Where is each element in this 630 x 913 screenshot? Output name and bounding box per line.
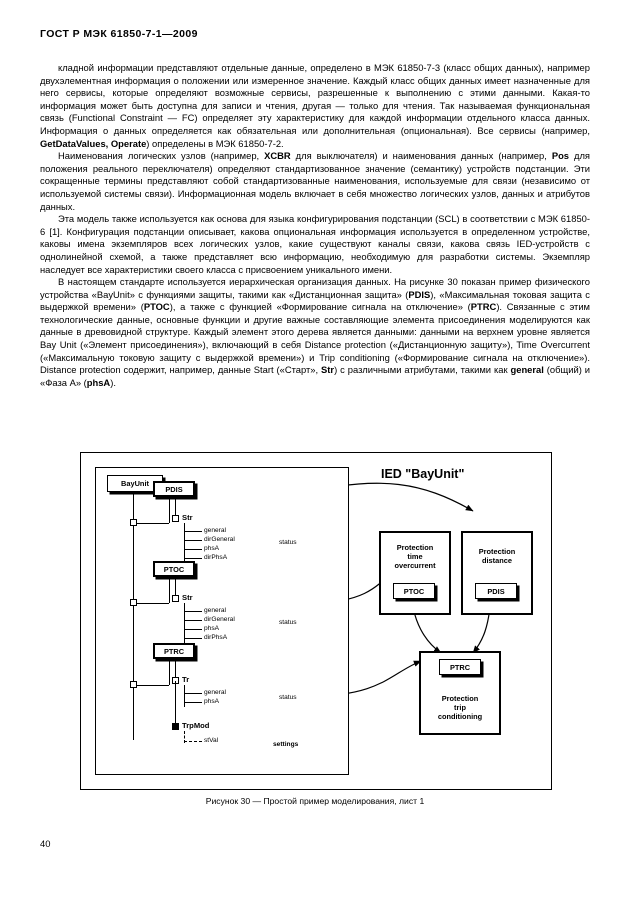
paragraph-1-text: кладной информации представляют отдельные данные, определено в МЭК 61850-7-3 (класс общих данных), например двухэлементная информация о положении или измеренное значение. Каждый класс общих данных имеет назначенные для него сервисы, которые определяют возможные сервисы, разрешенные к выполнению с этими данными. Какая-то информация может быть доступна для записи и чтения, другая — только для чтения. Так называемая функциональная связь (Functional Constraint — FC) определяет эту характеристику для каждой информации отдельного класса данных. Информация о данных определяется как обязательная или дополнительная (опциональная). Все сервисы (например, xyxy=(40,62,590,136)
paragraph-2 xyxy=(40,150,590,213)
paragraph-4-mid-5: (общий) и «Фаза A» ( xyxy=(40,364,590,388)
paragraph-2-text: Наименования логических узлов (например, xyxy=(58,150,265,162)
paragraph-2-bold-pos: Pos xyxy=(551,150,570,162)
paragraph-4-bold-pdis: PDIS xyxy=(408,288,431,300)
paragraph-4-mid-1: ), «Максимальная токовая защита с выдержкой времени» ( xyxy=(40,288,590,313)
data-attr-dirgeneral-1: dirGeneral xyxy=(204,536,235,543)
paragraph-4-mid-2: ), а также с функцией «Формирование сигнала на отключение» ( xyxy=(169,301,471,313)
protection-time-overcurrent-block xyxy=(379,531,451,615)
paragraph-4-bold-general: general xyxy=(510,364,544,376)
paragraph-4-tail: ). xyxy=(110,376,116,388)
protection-trip-line3: conditioning xyxy=(437,711,483,721)
protection-time-overcurrent-line1: Protection xyxy=(396,542,434,552)
data-fc-status-2: status xyxy=(279,619,297,626)
tree-branch-line xyxy=(137,603,169,604)
paragraph-4-mid-4: ) с различными атрибутами, такими как xyxy=(334,364,511,376)
data-attr-general-1: general xyxy=(204,527,226,534)
data-attr-general-3: general xyxy=(204,689,226,696)
protection-time-overcurrent-line2: time xyxy=(407,551,423,561)
paragraph-1-bold-services: GetDataValues, Operate xyxy=(40,137,147,149)
tree-node-marker xyxy=(130,681,137,688)
inner-ln-pdis: PDIS xyxy=(475,583,517,599)
data-tree-line xyxy=(175,681,176,727)
paragraph-2-mid: для выключателя) и наименования данных (например, xyxy=(290,150,552,162)
data-label-tr: Tr xyxy=(182,675,190,684)
paragraph-3: Эта модель также используется как основа для языка конфигурирования подстанции (SCL) в соответствии с МЭК 61850-6 [1]. Конфигурация подстанции описывает, какова опциональная информация используется в определенном устройстве, каковы имена экземпляров всех логических узлов, какие существуют каналы связи, какова связь IED-устройств с однолинейной схемой, а также представляет всю информацию, необходимую для разработки системы. Экземпляр наследует все характеристики своего класса с присвоением уникального имени. xyxy=(40,213,590,275)
figure-30 xyxy=(80,452,552,790)
protection-time-overcurrent-line3: overcurrent xyxy=(394,560,436,570)
ln-box-ptoc: PTOC xyxy=(153,561,195,577)
protection-trip-line1: Protection xyxy=(441,693,479,703)
data-attr-line xyxy=(184,523,185,563)
data-label-str-2: Str xyxy=(182,593,193,602)
protection-distance-block xyxy=(461,531,533,615)
paragraph-4-bold-ptoc: PTOC xyxy=(143,301,170,313)
paragraph-4 xyxy=(40,276,590,389)
page-header: ГОСТ Р МЭК 61850-7-1—2009 xyxy=(40,28,198,40)
protection-distance-line1: Protection xyxy=(478,547,516,556)
figure-caption: Рисунок 30 — Простой пример моделирования, лист 1 xyxy=(205,796,425,806)
paragraph-1-tail: ) определены в МЭК 61850-7-2. xyxy=(146,137,284,149)
data-attr-branch xyxy=(184,611,202,612)
paragraph-2-bold-xcbr: XCBR xyxy=(264,150,291,162)
page-number: 40 xyxy=(40,838,51,849)
paragraph-1 xyxy=(40,62,590,150)
body-text xyxy=(40,62,590,389)
tree-branch-line xyxy=(137,685,169,686)
ln-box-ptrc: PTRC xyxy=(153,643,195,659)
bay-unit-box: BayUnit xyxy=(107,475,163,492)
paragraph-4-bold-str: Str xyxy=(321,364,335,376)
data-attr-branch xyxy=(184,549,202,550)
tree-branch-line xyxy=(137,523,169,524)
data-fc-settings: settings xyxy=(273,741,299,748)
inner-ln-ptrc: PTRC xyxy=(439,659,481,675)
data-node-marker-filled xyxy=(172,723,179,730)
tree-trunk-line xyxy=(133,492,134,740)
data-fc-status-3: status xyxy=(279,694,297,701)
data-attr-branch xyxy=(184,558,202,559)
paragraph-2-tail: для положения реального переключателя) определяют стандартизованное значение (семантику) устройств подстанции. Эти сокращенные термины представляют собой стандартизованные наименования, используемые для связи (независимо от используемой системы связи). Информационная модель включает в себя множество логических узлов, данных и атрибутов данных. xyxy=(40,150,590,212)
data-attr-phsa-2: phsA xyxy=(204,625,220,632)
data-attr-branch xyxy=(184,540,202,541)
data-attr-branch xyxy=(184,620,202,621)
data-attr-branch xyxy=(184,531,202,532)
tree-node-marker xyxy=(130,519,137,526)
paragraph-4-bold-ptrc: PTRC xyxy=(470,301,497,313)
data-attr-dirphsa-2: dirPhsA xyxy=(204,634,228,641)
data-attr-branch xyxy=(184,702,202,703)
data-attr-general-2: general xyxy=(204,607,226,614)
data-fc-status-1: status xyxy=(279,539,297,546)
data-attr-dirphsa-1: dirPhsA xyxy=(204,554,228,561)
inner-ln-ptoc: PTOC xyxy=(393,583,435,599)
data-attr-branch xyxy=(184,629,202,630)
data-attr-phsa-1: phsA xyxy=(204,545,220,552)
data-label-str-1: Str xyxy=(182,513,193,522)
data-attr-line xyxy=(184,685,185,707)
data-node-marker xyxy=(172,595,179,602)
data-attr-line xyxy=(184,603,185,643)
paragraph-4-bold-phsa: phsA xyxy=(86,376,111,388)
data-node-marker xyxy=(172,515,179,522)
ied-title: IED "BayUnit" xyxy=(381,467,465,481)
paragraph-4-text: В настоящем стандарте используется иерархическая организация данных. На рисунке 30 показан пример физического устройства «BayUnit» с функциями защиты, такими как «Дистанционная защита» ( xyxy=(40,276,590,300)
data-attr-dirgeneral-2: dirGeneral xyxy=(204,616,235,623)
protection-distance-line2: distance xyxy=(481,556,512,565)
data-attr-branch-dashed xyxy=(184,741,202,742)
ln-box-pdis: PDIS xyxy=(153,481,195,497)
data-attr-branch xyxy=(184,638,202,639)
data-attr-branch xyxy=(184,693,202,694)
data-attr-stval: stVal xyxy=(204,737,219,744)
paragraph-4-mid-3: ). Связанные с этим технологические данные, основные функции и другие важные составляющие элемента присоединения моделируются как данные в древовидной структуре. Каждый элемент этого дерева является данными: данными на верхнем уровне является Bay Unit («Элемент присоединения»), включающий в себя Distance protection («Дистанционную защиту»), Time Overcurrent («Максимальную токовую защиту с выдержкой времени») и Trip conditioning («Формирование сигнала на отключение»). Distance protection содержит, например, данные Start («Старт», xyxy=(40,301,591,376)
protection-trip-line2: trip xyxy=(454,702,466,712)
data-label-trpmod: TrpMod xyxy=(182,721,210,730)
data-attr-phsa-3: phsA xyxy=(204,698,220,705)
tree-node-marker xyxy=(130,599,137,606)
